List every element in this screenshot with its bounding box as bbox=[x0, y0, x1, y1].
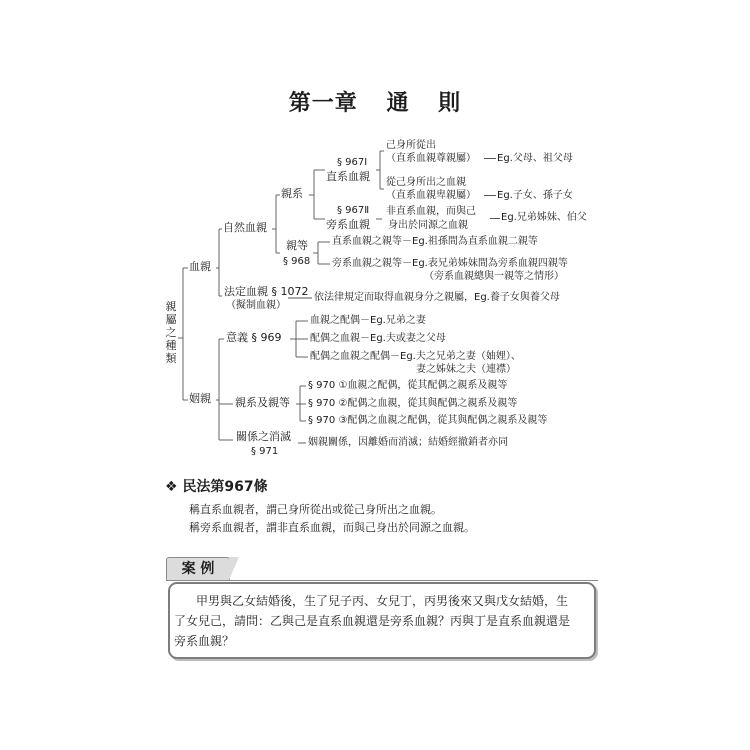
collateral-blood-node: 旁系血親 bbox=[326, 218, 370, 231]
title-word-2: 則 bbox=[438, 90, 462, 116]
direct-ascendant-text: 己身所從出 bbox=[386, 140, 436, 151]
title-word-1: 通 bbox=[386, 90, 410, 116]
spouse-of-blood-item: 血親之配偶－Eg.兄弟之妻 bbox=[310, 315, 426, 326]
direct-descendant-example: Eg.子女、孫子女 bbox=[497, 190, 573, 201]
natural-blood-node: 自然血親 bbox=[223, 221, 267, 234]
spouse-blood-spouse-item-cont: 妻之姊妹之夫（連襟） bbox=[416, 364, 516, 375]
article-970-3: § 970 ③配偶之血親之配偶，從其與配偶之親系及親等 bbox=[308, 415, 548, 426]
case-line-3: 旁系血親？ bbox=[174, 634, 235, 648]
case-divider bbox=[166, 580, 598, 581]
root-char-2: 屬 bbox=[165, 313, 177, 326]
case-line-1: 甲男與乙女結婚後，生了兒子丙、女兒丁，丙男後來又與戊女結婚，生 bbox=[196, 594, 569, 608]
meaning-969-node: 意義 § 969 bbox=[226, 331, 282, 344]
termination-definition: 姻親關係，因離婚而消滅；結婚經撤銷者亦同 bbox=[308, 437, 508, 448]
collateral-degree-note: （旁系血親總與一親等之情形） bbox=[424, 271, 564, 282]
collateral-definition-2: 身出於同源之血親 bbox=[388, 220, 468, 231]
legal-blood-note: （擬制血親） bbox=[226, 300, 286, 311]
legal-blood-definition: 依法律規定而取得血親身分之親屬，Eg.養子女與養父母 bbox=[314, 292, 560, 303]
direct-degree-text: 直系血親之親等－Eg.祖孫間為直系血親二親等 bbox=[332, 236, 538, 247]
diamond-bullet-icon: ❖ bbox=[165, 479, 178, 495]
connector-dash bbox=[484, 158, 496, 159]
collateral-degree-text: 旁系血親之親等－Eg.表兄弟姊妹間為旁系血親四親等 bbox=[332, 258, 568, 269]
title-chapter: 第一章 bbox=[288, 90, 358, 116]
connector-dash bbox=[490, 218, 500, 219]
spouse-blood-spouse-item: 配偶之血親之配偶－Eg.夫之兄弟之妻（妯娌）、 bbox=[310, 351, 521, 362]
case-tab-label: 案 例 bbox=[181, 561, 215, 577]
affinity-lines-node: 親系及親等 bbox=[235, 396, 290, 409]
root-char-4: 種 bbox=[165, 339, 177, 352]
article-970-1: § 970 ①血親之配偶，從其配偶之親系及親等 bbox=[308, 380, 508, 391]
affinity-node: 姻親 bbox=[189, 392, 211, 405]
blood-relatives-node: 血親 bbox=[189, 260, 211, 273]
line-system-node: 親系 bbox=[281, 187, 303, 200]
article-970-2: § 970 ②配偶之血親，從其與配偶之親系及親等 bbox=[308, 398, 518, 409]
direct-descendant-note: （直系血親卑親屬） bbox=[386, 190, 476, 201]
article-968: § 968 bbox=[283, 256, 311, 267]
collateral-example: Eg.兄弟姊妹、伯父 bbox=[501, 212, 587, 223]
case-line-2: 了女兒己，請問：乙與己是直系血親還是旁系血親？丙與丁是直系血親還是 bbox=[174, 614, 571, 628]
direct-ascendant-example: Eg.父母、祖父母 bbox=[497, 153, 573, 164]
article-967-2: § 967Ⅱ bbox=[337, 205, 370, 216]
kinship-types-label bbox=[164, 300, 178, 365]
article-967-1: § 967Ⅰ bbox=[337, 157, 368, 168]
direct-blood-node: 直系血親 bbox=[326, 170, 370, 183]
direct-ascendant-note: （直系血親尊親屬） bbox=[386, 153, 476, 164]
direct-descendant-text: 從己身所出之血親 bbox=[386, 177, 466, 188]
legal-blood-node: 法定血親 § 1072 bbox=[224, 285, 309, 298]
root-char-1: 親 bbox=[165, 300, 177, 313]
collateral-definition-1: 非直系血親，而與己 bbox=[386, 206, 476, 217]
termination-node: 關係之消滅 bbox=[236, 430, 291, 443]
root-char-3: 之 bbox=[165, 326, 177, 339]
article-971: § 971 bbox=[251, 446, 279, 457]
article-heading bbox=[165, 476, 268, 496]
article-heading-text: 民法第967條 bbox=[182, 479, 268, 495]
degree-node: 親等 bbox=[286, 239, 308, 252]
article-line-1: 稱直系血親者，謂己身所從出或從己身所出之血親。 bbox=[189, 503, 442, 516]
article-line-2: 稱旁系血親者，謂非直系血親，而與己身出於同源之血親。 bbox=[189, 521, 475, 534]
root-char-5: 類 bbox=[165, 352, 177, 365]
case-tab bbox=[166, 557, 230, 580]
connector-dash bbox=[484, 195, 496, 196]
blood-of-spouse-item: 配偶之血親－Eg.夫或妻之父母 bbox=[310, 333, 446, 344]
